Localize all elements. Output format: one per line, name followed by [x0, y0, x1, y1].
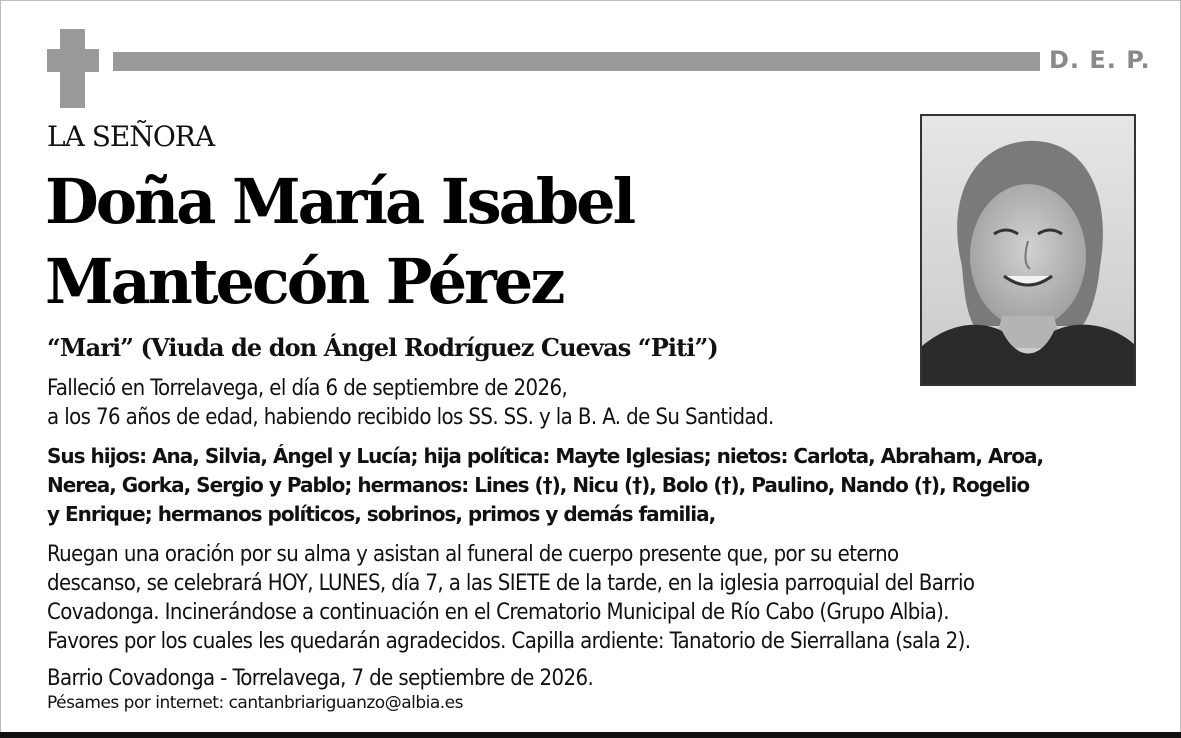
condolences-line: Pésames por internet: cantanbriariguanzo@albia.es: [47, 693, 463, 713]
portrait-image: [922, 116, 1134, 384]
deceased-name: [45, 162, 905, 322]
deceased-name-line-1: Doña María Isabel: [45, 165, 634, 238]
bottom-rule: [0, 732, 1181, 738]
portrait-photo: [920, 114, 1136, 386]
cross-icon-arm: [47, 49, 99, 72]
place-date: Barrio Covadonga - Torrelavega, 7 de septiembre de 2026.: [47, 666, 594, 691]
dep-label: D. E. P.: [1049, 46, 1151, 74]
header-rule: [113, 52, 1040, 71]
family-list: Sus hijos: Ana, Silvia, Ángel y Lucía; hija política: Mayte Iglesias; nietos: Carlota, Abraham, Aroa, Nerea, Gorka, Sergio y Pablo; hermanos: Lines (†), Nicu (†), Bolo (†), Paulino, Nando (†), Rogelio y Enrique; hermanos políticos, sobrinos, primos y demás familia,: [47, 444, 1044, 526]
nickname-line: “Mari” (Viuda de don Ángel Rodríguez Cuevas “Piti”): [47, 333, 718, 362]
deceased-name-line-2: Mantecón Pérez: [45, 245, 563, 318]
honorific: LA SEÑORA: [47, 120, 215, 153]
death-info: Falleció en Torrelavega, el día 6 de septiembre de 2026, a los 76 años de edad, habiendo recibido los SS. SS. y la B. A. de Su Santidad.: [47, 376, 774, 430]
funeral-details: Ruegan una oración por su alma y asistan al funeral de cuerpo presente que, por su eterno descanso, se celebrará HOY, LUNES, día 7, a las SIETE de la tarde, en la iglesia parroquial del Barrio Covadonga. Incinerándose a continuación en el Crematorio Municipal de Río Cabo (Grupo Albia). Favores por los cuales les quedarán agradecidos. Capilla ardiente: Tanatorio de Sierrallana (sala 2).: [47, 542, 975, 654]
